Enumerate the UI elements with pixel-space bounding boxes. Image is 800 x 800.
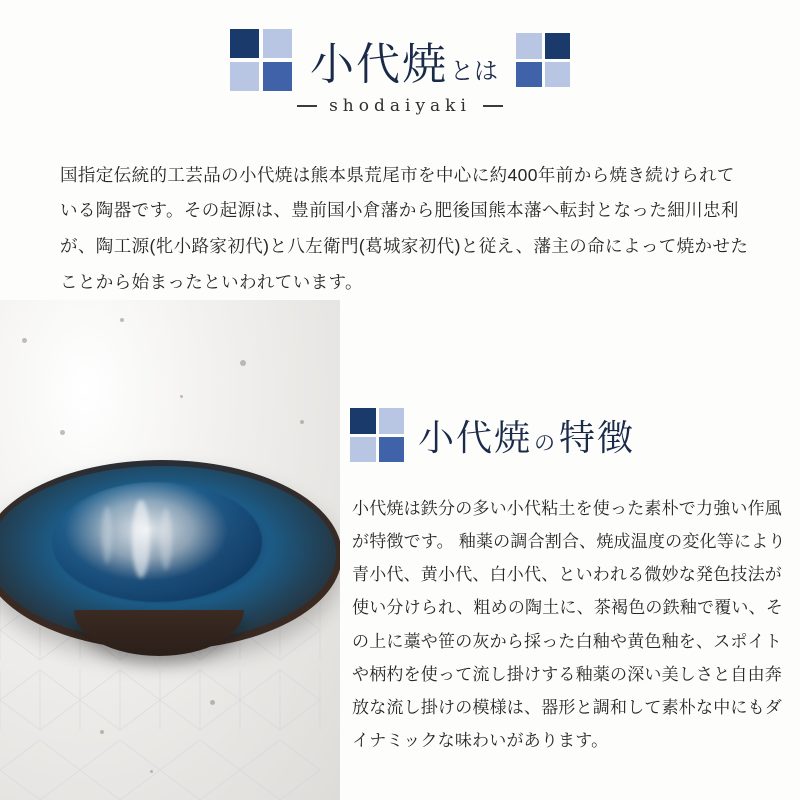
page-title xyxy=(310,28,498,92)
feature-section xyxy=(0,300,800,800)
feature-title-particle: の xyxy=(534,430,558,455)
romaji-subtitle: shodaiyaki xyxy=(329,96,471,116)
checker-ornament-right-icon xyxy=(516,33,570,87)
page-title-main: 小代焼 xyxy=(310,39,448,90)
dash-right-icon xyxy=(483,105,503,107)
glaze-streak-3 xyxy=(102,506,112,564)
romaji-subtitle-row xyxy=(0,96,800,116)
pottery-photo xyxy=(0,300,340,800)
dash-left-icon xyxy=(297,105,317,107)
feature-title-tail: 特徴 xyxy=(559,417,636,459)
feature-paragraph: 小代焼は鉄分の多い小代粘土を使った素朴で力強い作風が特徴です。 釉薬の調合割合、焼成温度の変化等により青小代、黄小代、白小代、といわれる微妙な発色技法が使い分けられ、粗めの陶土に、茶褐色の鉄釉で覆い、その上に藁や笹の灰から採った白釉や黄色釉を、スポイトや柄杓を使って流し掛けする釉薬の深い美しさと自由奔放な流し掛けの模様は、器形と調和して素朴な中にもダイナミックな味わいがあります。 xyxy=(352,499,786,750)
bowl-blue-glaze xyxy=(52,482,262,602)
bowl-illustration xyxy=(0,460,340,670)
checker-ornament-section-icon xyxy=(350,408,404,462)
feature-title xyxy=(418,410,635,461)
feature-title-row xyxy=(350,408,635,462)
feature-title-main: 小代焼 xyxy=(418,417,533,459)
page-title-suffix: とは xyxy=(450,57,498,85)
intro-paragraph: 国指定伝統的工芸品の小代焼は熊本県荒尾市を中心に約400年前から焼き続けられている陶器です。その起源は、豊前国小倉藩から肥後国熊本藩へ転封となった細川忠利が、陶工源(牝小路家初代)と八左衛門(葛城家初代)と従え、藩主の命によって焼かせたことから始まったといわれています。 xyxy=(60,164,749,293)
glaze-streak-1 xyxy=(132,500,150,578)
feature-text-column xyxy=(340,300,800,800)
bowl-foot xyxy=(74,610,244,656)
page-title-row xyxy=(0,28,800,92)
checker-ornament-left-icon xyxy=(230,29,292,91)
glaze-streak-2 xyxy=(160,508,172,570)
header-section xyxy=(0,0,800,300)
